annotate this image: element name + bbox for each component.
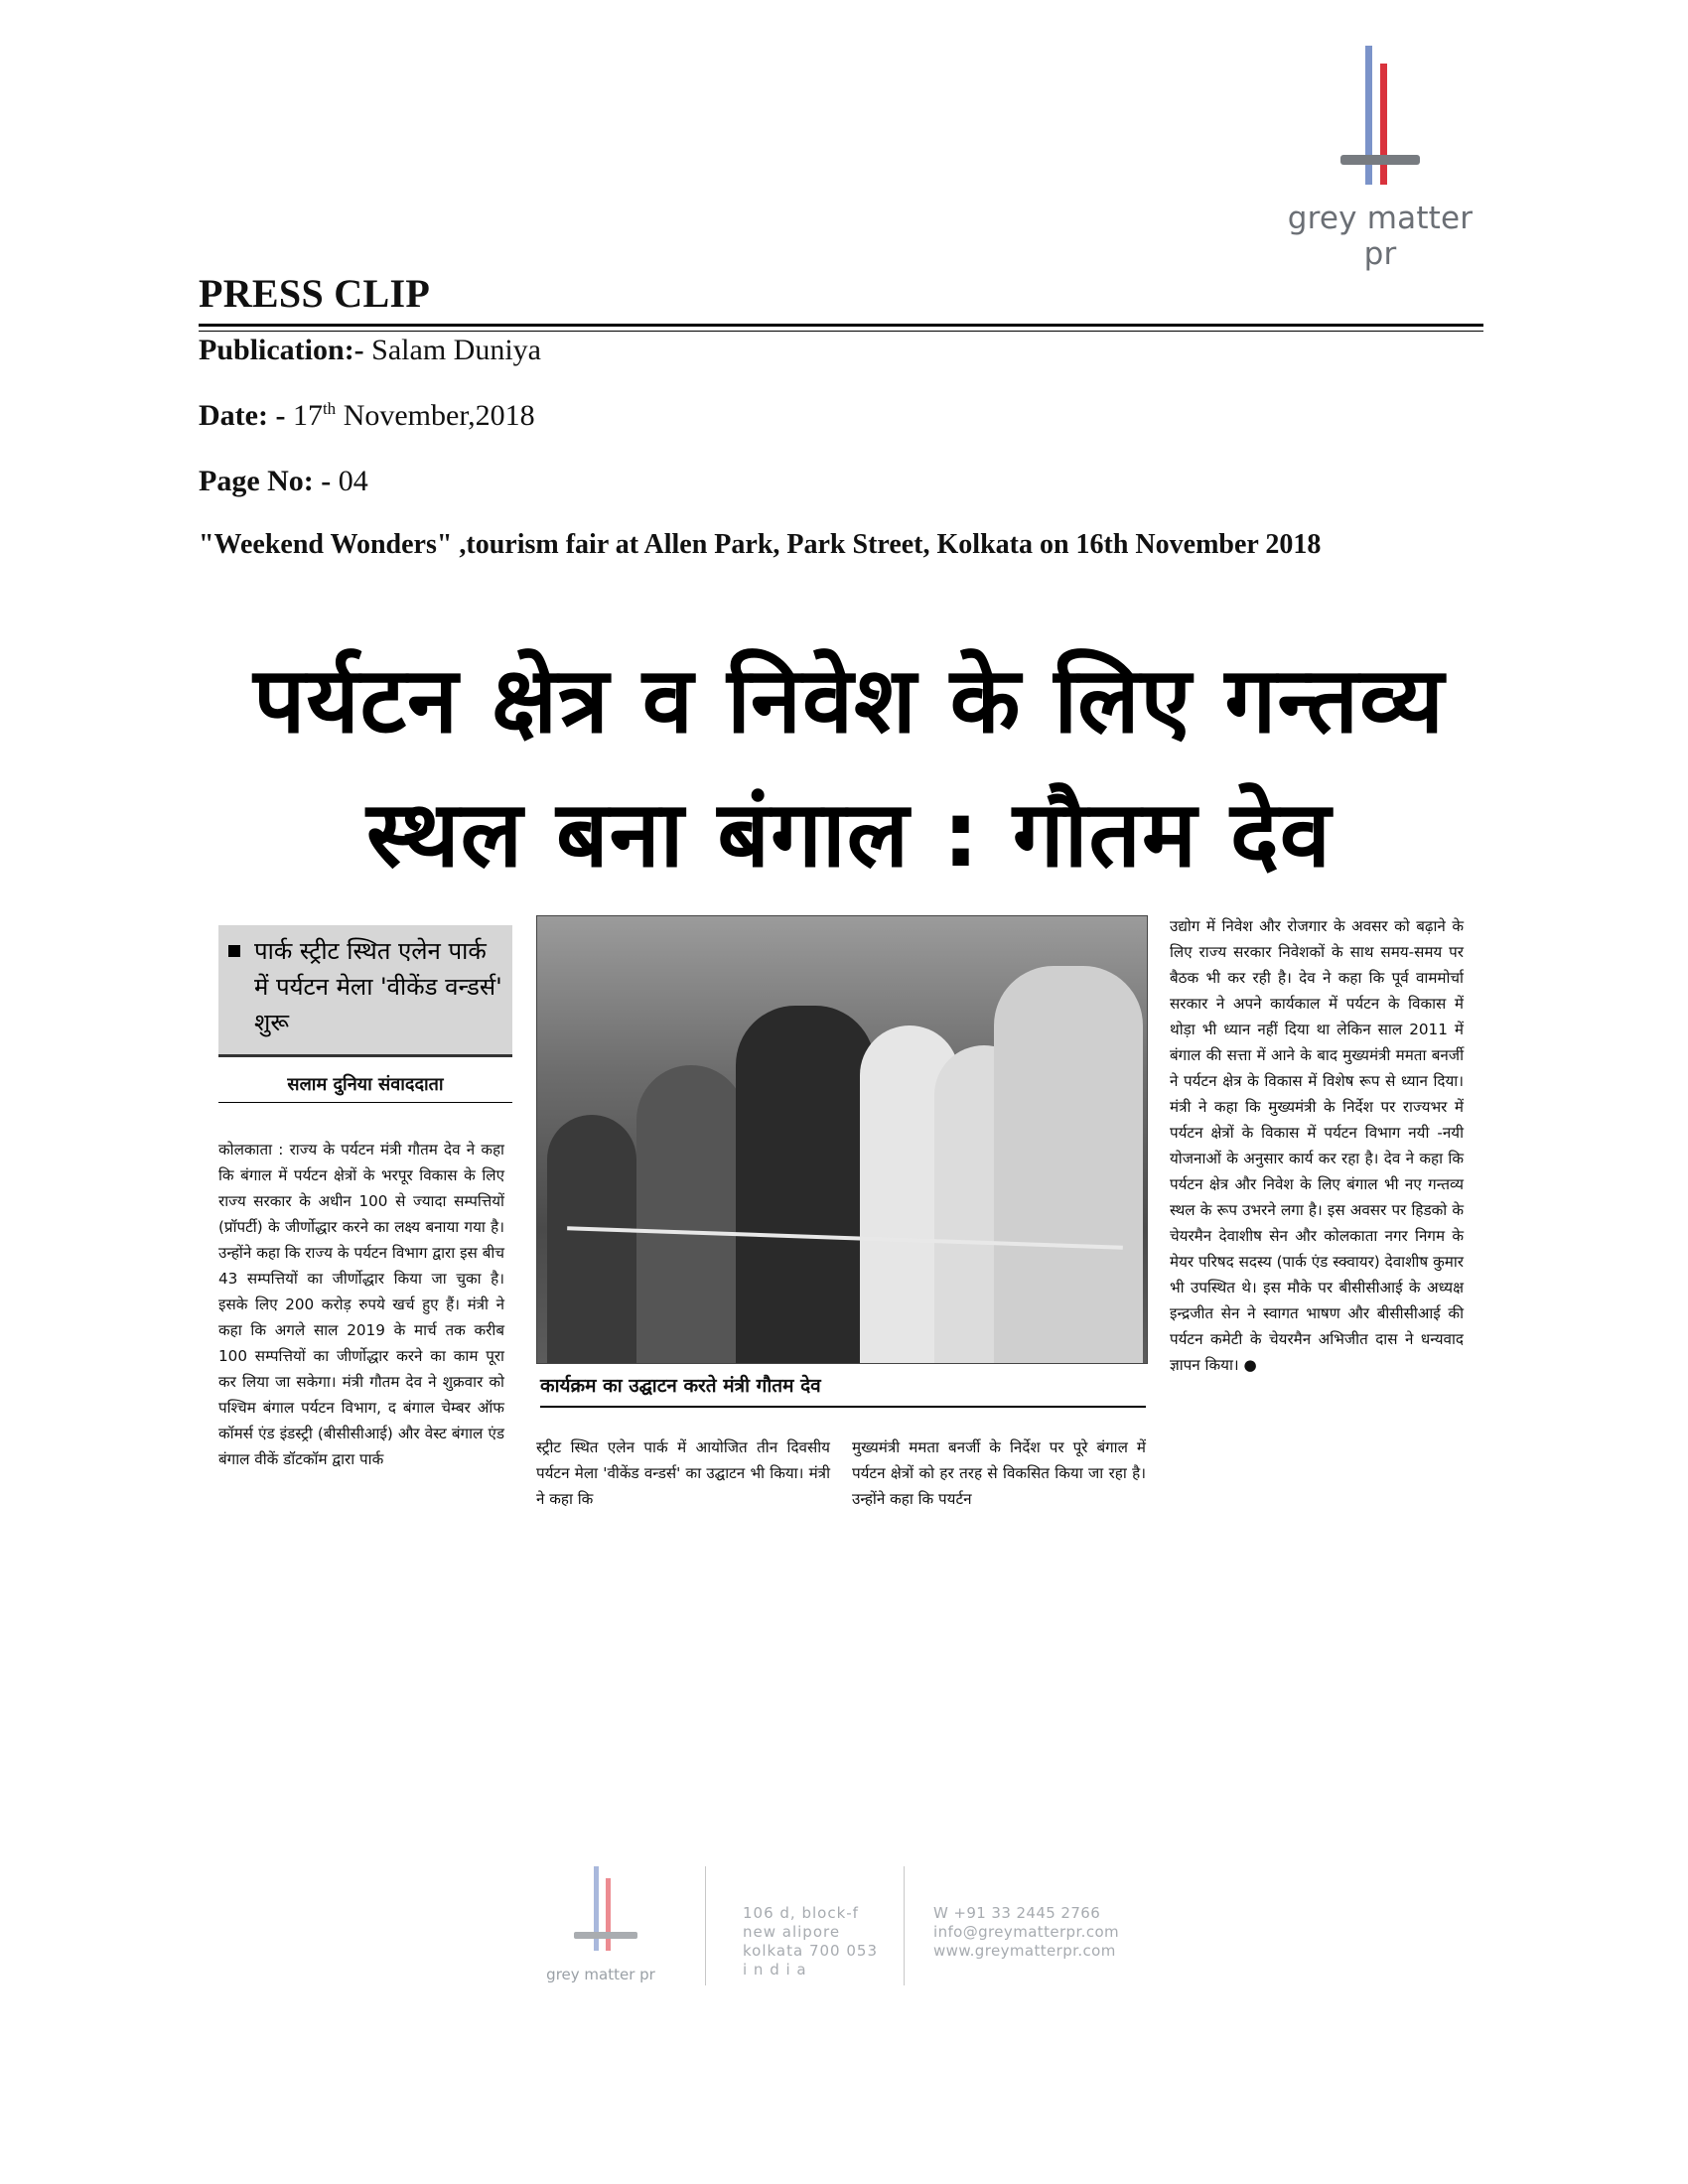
divider <box>199 331 1483 332</box>
publication-value: Salam Duniya <box>371 334 541 366</box>
headline-line-1: पर्यटन क्षेत्र व निवेश के लिए गन्तव्य <box>253 647 1445 753</box>
page-number-line <box>199 465 368 498</box>
address-line: new alipore <box>743 1923 841 1941</box>
address-line: 106 d, block-f <box>743 1904 859 1922</box>
article-column-3: उद्योग में निवेश और रोजगार के अवसर को बढ़ाने के लिए राज्य सरकार निवेशकों के साथ समय-समय पर बैठक भी कर रही है। देव ने कहा कि पूर्व वाममोर्चा सरकार ने अपने कार्यकाल में पर्यटन के विकास में थोड़ा भी ध्यान नहीं दिया था लेकिन साल 2011 में बंगाल की सत्ता में आने के बाद मुख्यमंत्री ममता बनर्जी ने पर्यटन क्षेत्र के विकास में विशेष रूप से ध्यान दिया। मंत्री ने कहा कि मुख्यमंत्री के निर्देश पर राज्यभर में पर्यटन क्षेत्रों के विकास में पर्यटन विभाग नयी -नयी योजनाओं के अनुसार कार्य कर रहा है। देव ने कहा कि पर्यटन क्षेत्र और निवेश के लिए बंगाल भी नए गन्तव्य स्थल के रूप उभरने लगा है। इस अवसर पर हिडको के चेयरमैन देवाशीष सेन और कोलकाता नगर निगम के मेयर परिषद सदस्य (पार्क एंड स्क्वायर) देवाशीष कुमार भी उपस्थित थे। इस मौके पर बीसीसीआई के अध्यक्ष इन्द्रजीत सेन ने स्वागत भाषण और बीसीसीआई की पर्यटन कमेटी के चेयरमैन अभिजीत दास ने धन्यवाद ज्ञापन किया। ● <box>1170 917 1464 1374</box>
footer-logo <box>546 1856 665 1966</box>
bullet-icon <box>228 945 240 957</box>
phone: W +91 33 2445 2766 <box>933 1904 1101 1922</box>
page-title: PRESS CLIP <box>199 271 431 316</box>
newspaper-clip <box>209 635 1489 1529</box>
date-line <box>199 399 535 433</box>
address-line: kolkata 700 053 <box>743 1942 878 1960</box>
grey-matter-logo-icon <box>1331 44 1430 193</box>
footer-divider <box>705 1866 706 1985</box>
subheadline: पार्क स्ट्रीट स्थित एलेन पार्क में पर्यटन मेला 'वीकेंड वन्डर्स' शुरू <box>254 937 502 1036</box>
clip-caption: "Weekend Wonders" ,tourism fair at Allen Park, Park Street, Kolkata on 16th November 2018 <box>199 529 1322 560</box>
logo-text: grey matter pr <box>1287 201 1474 272</box>
footer-address <box>743 1904 878 1979</box>
subheadline-box <box>218 925 512 1057</box>
date-suffix: th <box>322 399 337 418</box>
grey-matter-logo-icon <box>546 1856 665 1961</box>
page-value: 04 <box>338 465 368 497</box>
publication-line <box>199 334 541 367</box>
website-link[interactable]: www.greymatterpr.com <box>933 1942 1116 1960</box>
date-label: Date: - <box>199 399 286 432</box>
footer-contact <box>933 1904 1119 1961</box>
article-photo <box>536 915 1148 1364</box>
footer <box>526 1856 1162 1995</box>
headline-line-2: स्थल बना बंगाल : गौतम देव <box>365 781 1333 887</box>
company-logo <box>1281 44 1479 272</box>
article-column-2a: स्ट्रीट स्थित एलेन पार्क में आयोजित तीन दिवसीय पर्यटन मेला 'वीकेंड वन्डर्स' का उद्घाटन भी किया। मंत्री ने कहा कि <box>536 1438 830 1508</box>
footer-divider <box>904 1866 905 1985</box>
photo-caption: कार्यक्रम का उद्घाटन करते मंत्री गौतम देव <box>540 1372 1146 1408</box>
date-rest: November,2018 <box>343 399 535 432</box>
article-column-1: कोलकाता : राज्य के पर्यटन मंत्री गौतम देव ने कहा कि बंगाल में पर्यटन क्षेत्रों के भरपूर विकास के लिए राज्य सरकार के अधीन 100 से ज्यादा सम्पत्तियों (प्रॉपर्टी) के जीर्णोद्धार करने का लक्ष्य बनाया गया है। उन्होंने कहा कि राज्य के पर्यटन विभाग द्वारा इस बीच 43 सम्पत्तियों का जीर्णोद्धार किया जा चुका है। इसके लिए 200 करोड़ रुपये खर्च हुए हैं। मंत्री ने कहा कि अगले साल 2019 के मार्च तक करीब 100 सम्पत्तियों का जीर्णोद्धार करने का काम पूरा कर लिया जा सकेगा। मंत्री गौतम देव ने शुक्रवार को पश्चिम बंगाल पर्यटन विभाग, द बंगाल चेम्बर ऑफ कॉमर्स एंड इंडस्ट्री (बीसीसीआई) और वेस्ट बंगाल एंड बंगाल वीकें डॉटकॉम द्वारा पार्क <box>218 1141 504 1468</box>
publication-label: Publication:- <box>199 334 364 366</box>
footer-logo-text: grey matter pr <box>546 1966 655 1983</box>
divider <box>199 324 1483 327</box>
date-day: 17 <box>292 399 323 432</box>
address-line: i n d i a <box>743 1961 807 1979</box>
article-column-2b: मुख्यमंत्री ममता बनर्जी के निर्देश पर पूरे बंगाल में पर्यटन क्षेत्रों को हर तरह से विकसित किया जा रहा है। उन्होंने कहा कि पयर्टन <box>852 1438 1146 1508</box>
email-link[interactable]: info@greymatterpr.com <box>933 1923 1120 1941</box>
page-label: Page No: - <box>199 465 332 497</box>
byline: सलाम दुनिया संवाददाता <box>218 1072 512 1103</box>
